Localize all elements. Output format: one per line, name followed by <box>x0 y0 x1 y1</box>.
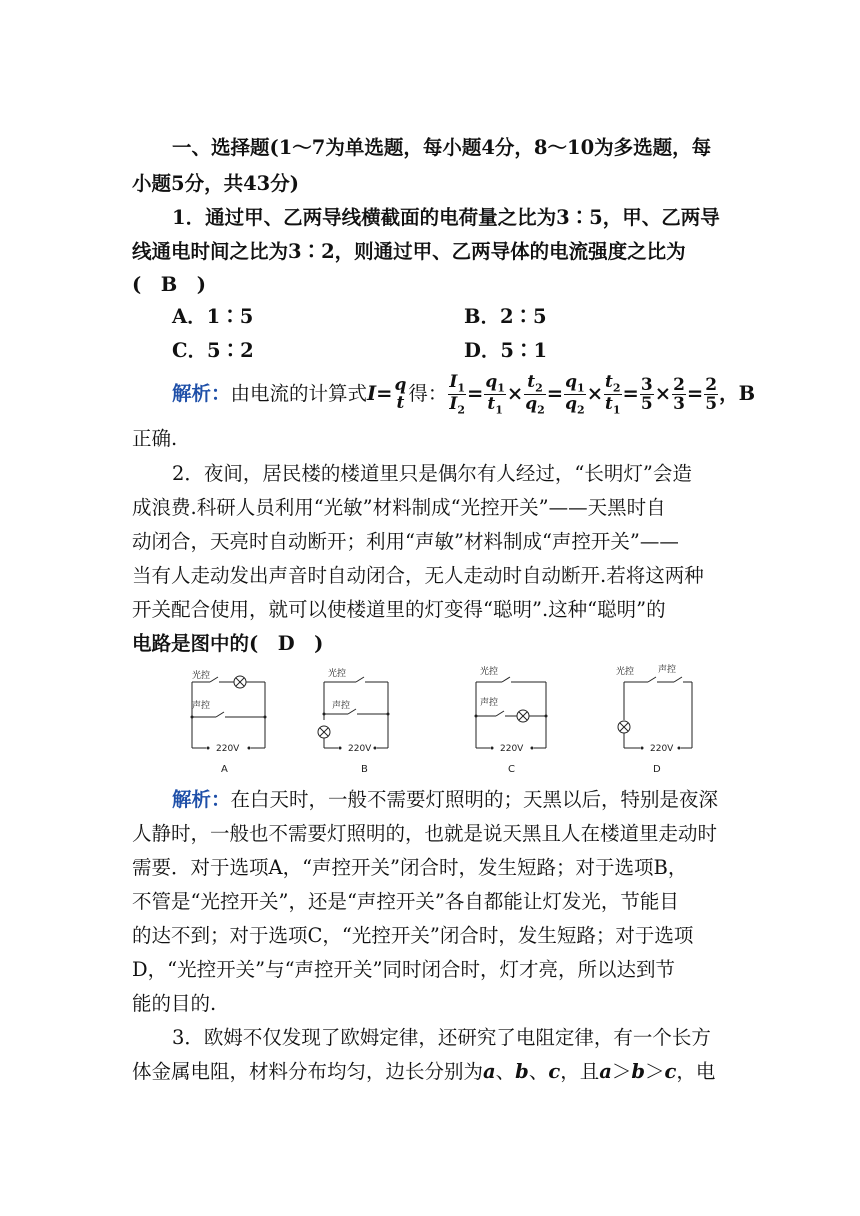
q1-option-c: C．5∶2 <box>172 339 254 362</box>
fraction-3-5: $\frac{3}{5}$ <box>640 374 653 414</box>
q2-stem-line-6: 电路是图中的( D ) <box>132 632 324 655</box>
svg-text:220V: 220V <box>216 744 240 754</box>
analysis-text: 由电流的计算式 <box>230 382 368 405</box>
svg-text:光控: 光控 <box>328 669 347 679</box>
q2-analysis-line-5: 的达不到；对于选项C，“光控开关”闭合时，发生短路；对于选项 <box>132 924 694 947</box>
q2-stem-line-5: 开关配合使用，就可以使楼道里的灯变得“聪明”.这种“聪明”的 <box>132 598 666 621</box>
q1-answer: ( B ) <box>132 273 206 296</box>
q1-option-d: D．5∶1 <box>464 339 548 362</box>
q1-option-b: B．2∶5 <box>464 305 547 328</box>
q2-analysis-line-6: D，“光控开关”与“声控开关”同时闭合时，灯才亮，所以达到节 <box>132 958 676 981</box>
q1-analysis: 解析：由电流的计算式I= q t 得： $\frac{I_1}{I_2}$ = $\frac{q_1}{t_1}$ × $\frac{t_2}{q_2}$ = $\frac{q_1}{q_2}$ × $\frac{t_2}{t_1}$ = $\frac{3}{5}$ × $\frac{2}{3}$ = $\frac{2}{5}$ ，B <box>172 372 756 416</box>
svg-text:A: A <box>221 764 228 775</box>
svg-text:B: B <box>361 764 368 775</box>
fraction-q1-q2: $\frac{q_1}{q_2}$ <box>565 372 585 416</box>
q3-stem-line-1: 3．欧姆不仅发现了欧姆定律，还研究了电阻定律，有一个长方 <box>172 1026 711 1049</box>
de-text: 得： <box>408 382 448 405</box>
fraction-i1-i2: $\frac{I_1}{I_2}$ <box>449 372 466 416</box>
analysis-tail: ，B <box>719 382 756 405</box>
fraction-t2-t1: $\frac{t_2}{t_1}$ <box>605 372 621 416</box>
q1-conclusion: 正确. <box>132 427 178 450</box>
circuit-diagram-b <box>312 662 394 778</box>
svg-text:D: D <box>653 764 661 775</box>
analysis-label: 解析： <box>172 788 231 811</box>
svg-text:光控: 光控 <box>192 671 211 681</box>
circuit-diagram-d <box>612 662 700 778</box>
q1-option-a: A．1∶5 <box>172 305 254 328</box>
q2-analysis-line-1: 解析：在白天时，一般不需要灯照明的；天黑以后，特别是夜深 <box>172 788 719 811</box>
q2-stem-line-1: 2．夜间，居民楼的楼道里只是偶尔有人经过，“长明灯”会造 <box>172 462 692 485</box>
svg-text:光控: 光控 <box>616 667 635 677</box>
fraction-t2-q2: $\frac{t_2}{q_2}$ <box>525 372 545 416</box>
q1-stem-line-1: 1．通过甲、乙两导线横截面的电荷量之比为3∶5，甲、乙两导 <box>172 206 720 229</box>
section-heading-line-2: 小题5分，共43分) <box>132 172 299 195</box>
svg-text:声控: 声控 <box>332 701 351 711</box>
svg-text:220V: 220V <box>650 744 674 754</box>
q2-analysis-line-4: 不管是“光控开关”，还是“声控开关”各自都能让灯发光，节能目 <box>132 890 679 913</box>
svg-text:光控: 光控 <box>480 667 499 677</box>
circuit-diagram-c <box>470 662 552 778</box>
q2-stem-line-3: 动闭合，天亮时自动断开；利用“声敏”材料制成“声控开关”—— <box>132 530 679 553</box>
q2-stem-line-2: 成浪费.科研人员利用“光敏”材料制成“光控开关”——天黑时自 <box>132 496 666 519</box>
circuit-diagram-a <box>188 662 270 778</box>
svg-text:声控: 声控 <box>658 665 677 675</box>
q2-analysis-line-3: 需要．对于选项A，“声控开关”闭合时，发生短路；对于选项B， <box>132 856 688 879</box>
svg-text:C: C <box>508 764 515 775</box>
fraction-q1-t1: $\frac{q_1}{t_1}$ <box>485 372 505 416</box>
q3-stem-line-2: 体金属电阻，材料分布均匀，边长分别为a、b、c，且a＞b＞c，电 <box>132 1060 716 1083</box>
q1-stem-line-2: 线通电时间之比为3∶2，则通过甲、乙两导体的电流强度之比为 <box>132 240 686 263</box>
q2-analysis-line-2: 人静时，一般也不需要灯照明的，也就是说天黑且人在楼道里走动时 <box>132 822 718 845</box>
q2-stem-line-4: 当有人走动发出声音时自动闭合，无人走动时自动断开.若将这两种 <box>132 564 704 587</box>
svg-text:声控: 声控 <box>480 698 499 708</box>
formula-lhs: I= <box>367 382 393 405</box>
section-heading-line-1: 一、选择题(1～7为单选题，每小题4分，8～10为多选题，每 <box>172 136 712 159</box>
svg-text:220V: 220V <box>348 744 372 754</box>
analysis-label: 解析： <box>172 382 231 405</box>
svg-text:声控: 声控 <box>192 701 211 711</box>
svg-text:220V: 220V <box>500 744 524 754</box>
fraction-q-over-t: q t <box>394 375 407 413</box>
q2-analysis-line-7: 能的目的. <box>132 992 217 1015</box>
fraction-2-3: $\frac{2}{3}$ <box>673 374 685 414</box>
fraction-2-5: $\frac{2}{5}$ <box>705 374 718 414</box>
